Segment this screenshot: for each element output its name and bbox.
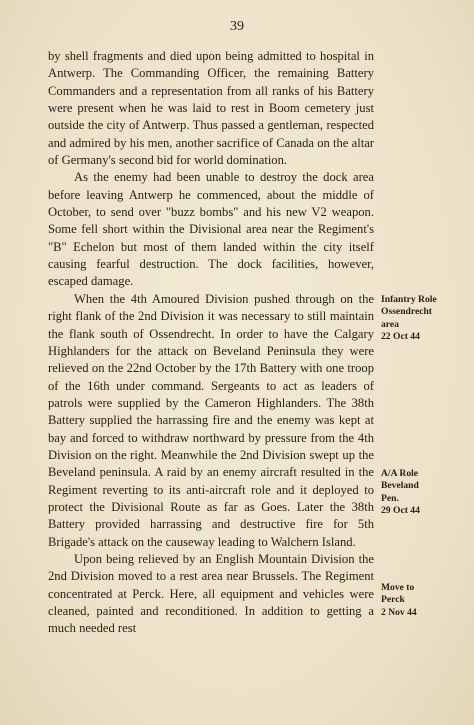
margin-note-line: 29 Oct 44 xyxy=(381,505,420,517)
margin-note-line: Infantry Role xyxy=(381,294,437,305)
margin-note-line: Ossendrecht xyxy=(381,306,432,318)
paragraph-2: As the enemy had been unable to destroy the dock area before leaving Antwerp he commenced, about the middle of October, to send over "buzz bombs" and his new V2 weapon. Some fell short within the Divisional area near the Regiment's "B" Echelon but most of them landed within the city itself causing fearful destruction. The dock facilities, however, escaped damage. xyxy=(48,170,374,289)
paragraph-4: Upon being relieved by an English Mountain Division the 2nd Division moved to a rest area near Brussels. The Regiment concentrated at Perck. Here, all equipment and vehicles were cleaned, painted and reconditioned. In addition to getting a much needed rest xyxy=(48,551,374,636)
margin-note-line: Beveland xyxy=(381,480,419,492)
paragraph-1: by shell fragments and died upon being admitted to hospital in Antwerp. The Commanding Officer, the remaining Battery Commanders and a representation from all ranks of his Battery were present when he was laid to rest in Boom cemetery just outside the city of Antwerp. Thus passed a gentleman, respected and admired by his men, another sacrifice of Canada on the altar of Germany's second bid for world domination. xyxy=(48,49,374,168)
margin-note-line: Move to xyxy=(381,582,415,593)
body-text xyxy=(48,48,374,638)
margin-note-line: Pen. xyxy=(381,492,399,504)
margin-note-line: Perck xyxy=(381,594,405,606)
page-number: 39 xyxy=(230,19,244,34)
paragraph-3: When the 4th Amoured Division pushed through on the right flank of the 2nd Division it was necessary to still maintain the flank south of Ossendrecht. In order to have the Calgary Highlanders for the attack on Beveland Peninsula they were relieved on the 22nd October by the 17th Battery with one troop of the 16th under command. Sergeants to act as leaders of patrols were supplied by the Cameron Highlanders. The 38th Battery supplied the harrassing fire and the enemy was kept at bay and forced to withdraw northward by pressure from the 4th Division on the right. Meanwhile the 2nd Division swept up the Beveland peninsula. A raid by an enemy aircraft resulted in the Regiment reverting to its anti-aircraft role and it deployed to protect the Divisional Route as far as Goes. Later the 38th Battery provided harrassing and destructive fire for 5th Brigade's attack on the causeway leading to Walchern Island. xyxy=(48,291,374,549)
margin-note-line: A/A Role xyxy=(381,468,419,479)
margin-note-line: 2 Nov 44 xyxy=(381,606,417,618)
margin-note-infantry-role xyxy=(381,294,461,344)
margin-note-line: 22 Oct 44 xyxy=(381,331,420,343)
margin-note-line: area xyxy=(381,318,399,330)
margin-note-aa-role xyxy=(381,468,461,518)
margin-note-move-to-perck xyxy=(381,582,461,619)
